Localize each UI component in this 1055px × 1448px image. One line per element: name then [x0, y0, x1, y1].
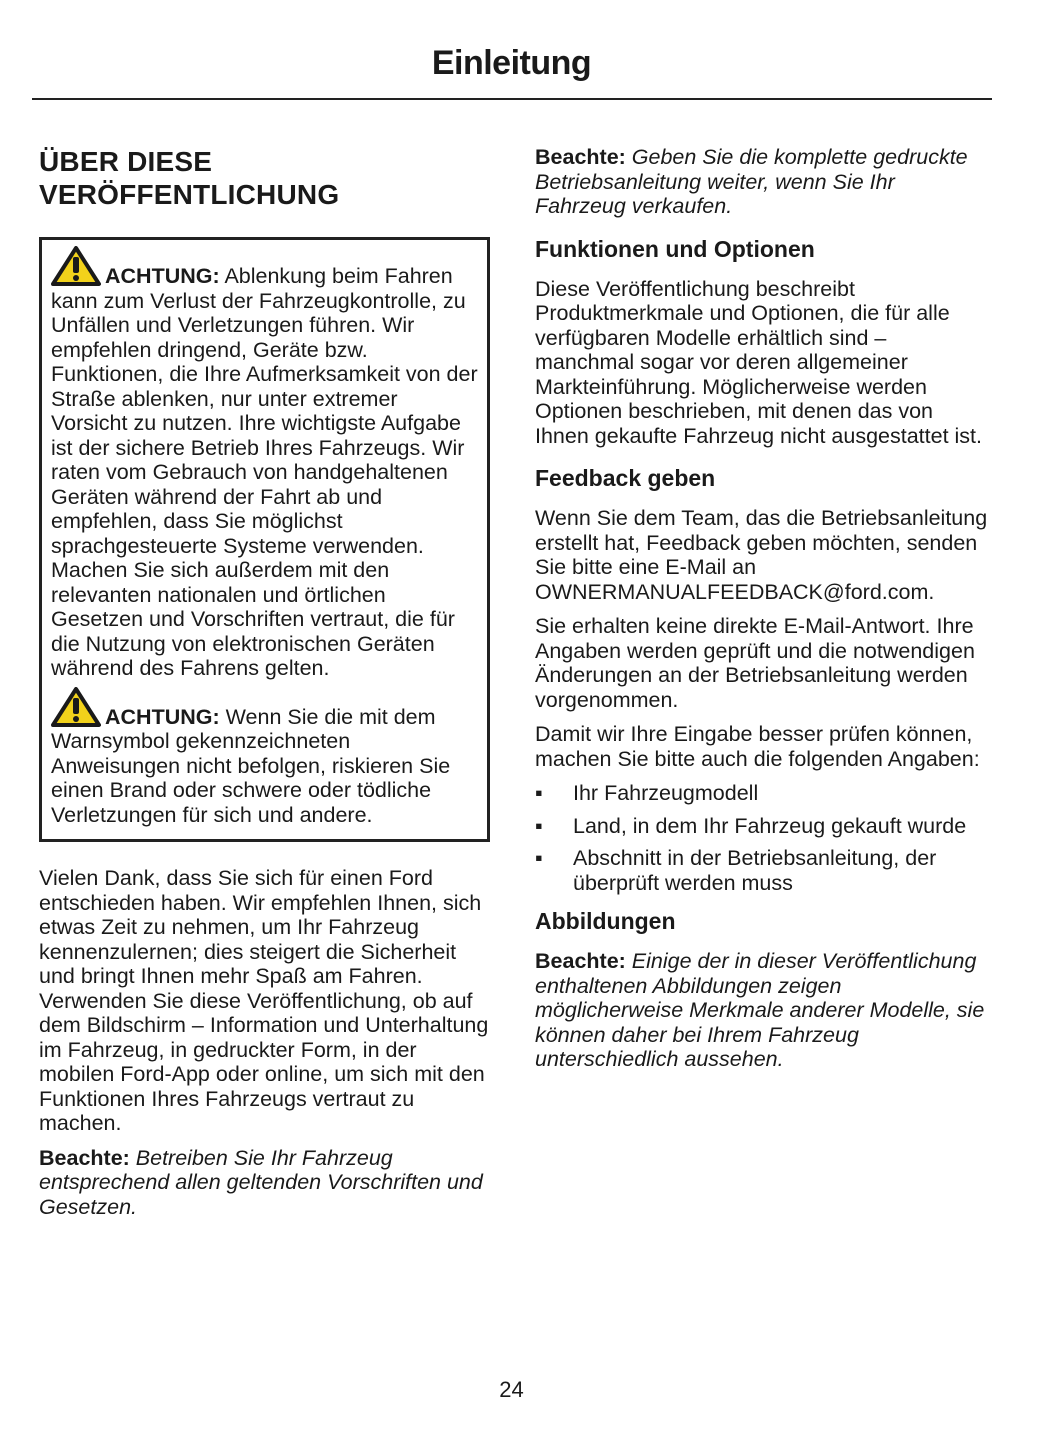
feedback-list — [535, 781, 990, 895]
note-label: Beachte: — [535, 949, 626, 973]
page-number: 24 — [499, 1377, 524, 1402]
subheading-functions: Funktionen und Optionen — [535, 235, 815, 262]
note-label: Beachte: — [535, 145, 626, 169]
bullet-icon: ▪ — [535, 781, 543, 805]
list-item: ▪ Ihr Fahrzeugmodell — [535, 781, 759, 805]
note-text: Einige der in dieser Veröffentlichung enthaltenen Abbildungen zeigen möglicherweise Merkmale anderer Modelle, sie können daher bei Ihrem Fahrzeug unterschiedlich aussehen. — [535, 949, 985, 1071]
intro-paragraph: Vielen Dank, dass Sie sich für einen Ford entschieden haben. Wir empfehlen Ihnen, sich etwas Zeit zu nehmen, um Ihr Fahrzeug kennenzulernen; dies steigert die Sicherheit und bringt Ihnen mehr Spaß am Fahren. Verwenden Sie diese Veröffentlichung, ob auf dem Bildschirm – Information und Unterhaltung im Fahrzeug, in gedruckter Form, in der mobilen Ford-App oder online, um sich mit den Funktionen Ihres Fahrzeugs vertraut zu machen. — [39, 866, 489, 1135]
note-paragraph — [535, 949, 990, 1072]
warning-triangle-icon — [51, 246, 101, 286]
warning-1 — [51, 246, 479, 681]
warning-text: Ablenkung beim Fahren kann zum Verlust der Fahrzeugkontrolle, zu Unfällen und Verletzungen führen. Wir empfehlen dringend, Geräte bzw. Funktionen, die Ihre Aufmerksamkeit von der Straße ablenken, nur unter extremer Vorsicht zu nutzen. Ihre wichtigste Aufgabe ist der sichere Betrieb Ihres Fahrzeugs. Wir raten vom Gebrauch von handgehaltenen Geräten während der Fahrt ab und empfehlen, dass Sie möglichst sprachgesteuerte Systeme verwenden. Machen Sie sich außerdem mit den relevanten nationalen und örtlichen Gesetzen und Vorschriften vertraut, die für die Nutzung von elektronischen Geräten während des Fahrens gelten. — [51, 264, 478, 680]
note-text: Geben Sie die komplette gedruckte Betriebsanleitung weiter, wenn Sie Ihr Fahrzeug verkaufen. — [535, 145, 968, 218]
subheading-illustrations: Abbildungen — [535, 908, 676, 934]
bullet-icon: ▪ — [535, 846, 543, 870]
warning-text: Wenn Sie die mit dem Warnsymbol gekennzeichneten Anweisungen nicht befolgen, riskieren Sie einen Brand oder schwere oder tödliche Verletzungen für sich und andere. — [51, 704, 451, 827]
left-column — [39, 145, 489, 1229]
warning-2 — [51, 687, 479, 828]
right-column — [535, 145, 990, 1082]
note-paragraph — [535, 145, 990, 219]
warning-label: ACHTUNG: — [105, 704, 220, 729]
section-heading: ÜBER DIESE VERÖFFENTLICHUNG — [39, 146, 340, 210]
page-title: Einleitung — [431, 44, 592, 82]
warning-label: ACHTUNG: — [105, 264, 220, 288]
feedback-paragraph-2: Sie erhalten keine direkte E-Mail-Antwort. Ihre Angaben werden geprüft und die notwendigen Änderungen an der Betriebsanleitung werden vorgenommen. — [535, 614, 975, 712]
list-item: ▪ Abschnitt in der Betriebsanleitung, der überprüft werden muss — [535, 846, 937, 895]
note-label: Beachte: — [39, 1145, 130, 1170]
feedback-paragraph-3: Damit wir Ihre Eingabe besser prüfen können, machen Sie bitte auch die folgenden Angaben: — [535, 722, 980, 771]
note-text: Betreiben Sie Ihr Fahrzeug entsprechend allen geltenden Vorschriften und Gesetzen. — [39, 1145, 483, 1219]
note-paragraph — [39, 1146, 489, 1220]
title-divider — [32, 98, 992, 100]
subheading-feedback: Feedback geben — [535, 465, 716, 491]
bullet-icon: ▪ — [535, 813, 543, 838]
functions-paragraph: Diese Veröffentlichung beschreibt Produktmerkmale und Optionen, die für alle verfügbaren Modelle erhältlich sind – manchmal sogar vor deren allgemeiner Markteinführung. Möglicherweise werden Optionen beschrieben, mit denen das von Ihnen gekaufte Fahrzeug nicht ausgestattet ist. — [535, 276, 983, 448]
list-item: ▪ Land, in dem Ihr Fahrzeug gekauft wurde — [535, 813, 967, 838]
warning-box — [39, 237, 490, 842]
warning-triangle-icon — [51, 687, 101, 727]
feedback-paragraph-1: Wenn Sie dem Team, das die Betriebsanleitung erstellt hat, Feedback geben möchten, senden Sie bitte eine E-Mail an OWNERMANUALFEEDBACK@ford.com. — [535, 506, 988, 604]
